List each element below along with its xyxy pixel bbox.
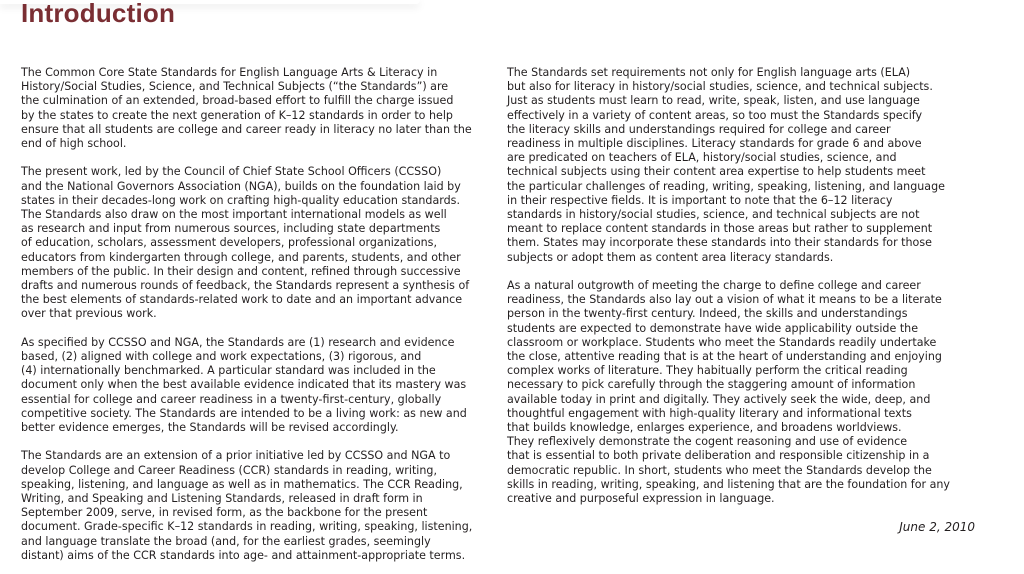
paragraph: The Common Core State Standards for English Language Arts & Literacy in History/Social Studies, Science, and Technical Subjects (“the Standards”) are the culmination of an extended, broad-based effort to fulfill the charge issued by the states to create the next generation of K–12 standards in order to help ensure that all students are college and career ready in literacy no later than the end of high school. [21, 66, 472, 151]
left-column [21, 66, 491, 574]
paragraph: As a natural outgrowth of meeting the charge to define college and career readiness, the Standards also lay out a vision of what it means to be a literate person in the twenty-first century. Indeed, the skills and understandings students are expected to demonstrate have wide applicability outside the classroom or workplace. Students who meet the Standards readily undertake the close, attentive reading that is at the heart of understanding and enjoying complex works of literature. They habitually perform the critical reading necessary to pick carefully through the staggering amount of information available today in print and digitally. They actively seek the wide, deep, and thoughtful engagement with high-quality literary and informational texts that builds knowledge, enlarges experience, and broadens worldviews. They reflexively demonstrate the cogent reasoning and use of evidence that is essential to both private deliberation and responsible citizenship in a democratic republic. In short, students who meet the Standards develop the skills in reading, writing, speaking, and listening that are the foundation for any creative and purposeful expression in language. [507, 279, 950, 506]
page-title: Introduction [21, 0, 176, 28]
document-date: June 2, 2010 [899, 520, 975, 534]
right-column [507, 66, 979, 520]
paragraph: As specified by CCSSO and NGA, the Standards are (1) research and evidence based, (2) aligned with college and work expectations, (3) rigorous, and (4) internationally benchmarked. A particular standard was included in the document only when the best available evidence indicated that its mastery was essential for college and career readiness in a twenty-first-century, globally competitive society. The Standards are intended to be a living work: as new and better evidence emerges, the Standards will be revised accordingly. [21, 335, 467, 435]
paragraph: The present work, led by the Council of Chief State School Officers (CCSSO) and the National Governors Association (NGA), builds on the foundation laid by states in their decades-long work on crafting high-quality education standards. The Standards also draw on the most important international models as well as research and input from numerous sources, including state departments of education, scholars, assessment developers, professional organizations, educators from kindergarten through college, and parents, students, and other members of the public. In their design and content, refined through successive drafts and numerous rounds of feedback, the Standards represent a synthesis of the best elements of standards-related work to date and an important advance over that previous work. [21, 165, 470, 321]
paragraph: The Standards set requirements not only for English language arts (ELA) but also for literacy in history/social studies, science, and technical subjects. Just as students must learn to read, write, speak, listen, and use language effectively in a variety of content areas, so too must the Standards specify the literacy skills and understandings required for college and career readiness in multiple disciplines. Literacy standards for grade 6 and above are predicated on teachers of ELA, history/social studies, science, and technical subjects using their content area expertise to help students meet the particular challenges of reading, writing, speaking, listening, and language in their respective fields. It is important to note that the 6–12 literacy standards in history/social studies, science, and technical subjects are not meant to replace content standards in those areas but rather to supplement them. States may incorporate these standards into their standards for those subjects or adopt them as content area literacy standards. [507, 66, 945, 264]
paragraph: The Standards are an extension of a prior initiative led by CCSSO and NGA to develop College and Career Readiness (CCR) standards in reading, writing, speaking, listening, and language as well as in mathematics. The CCR Reading, Writing, and Speaking and Listening Standards, released in draft form in September 2009, serve, in revised form, as the backbone for the present document. Grade-specific K–12 standards in reading, writing, speaking, listening, and language translate the broad (and, for the earliest grades, seemingly distant) aims of the CCR standards into age- and attainment-appropriate terms. [21, 449, 473, 562]
